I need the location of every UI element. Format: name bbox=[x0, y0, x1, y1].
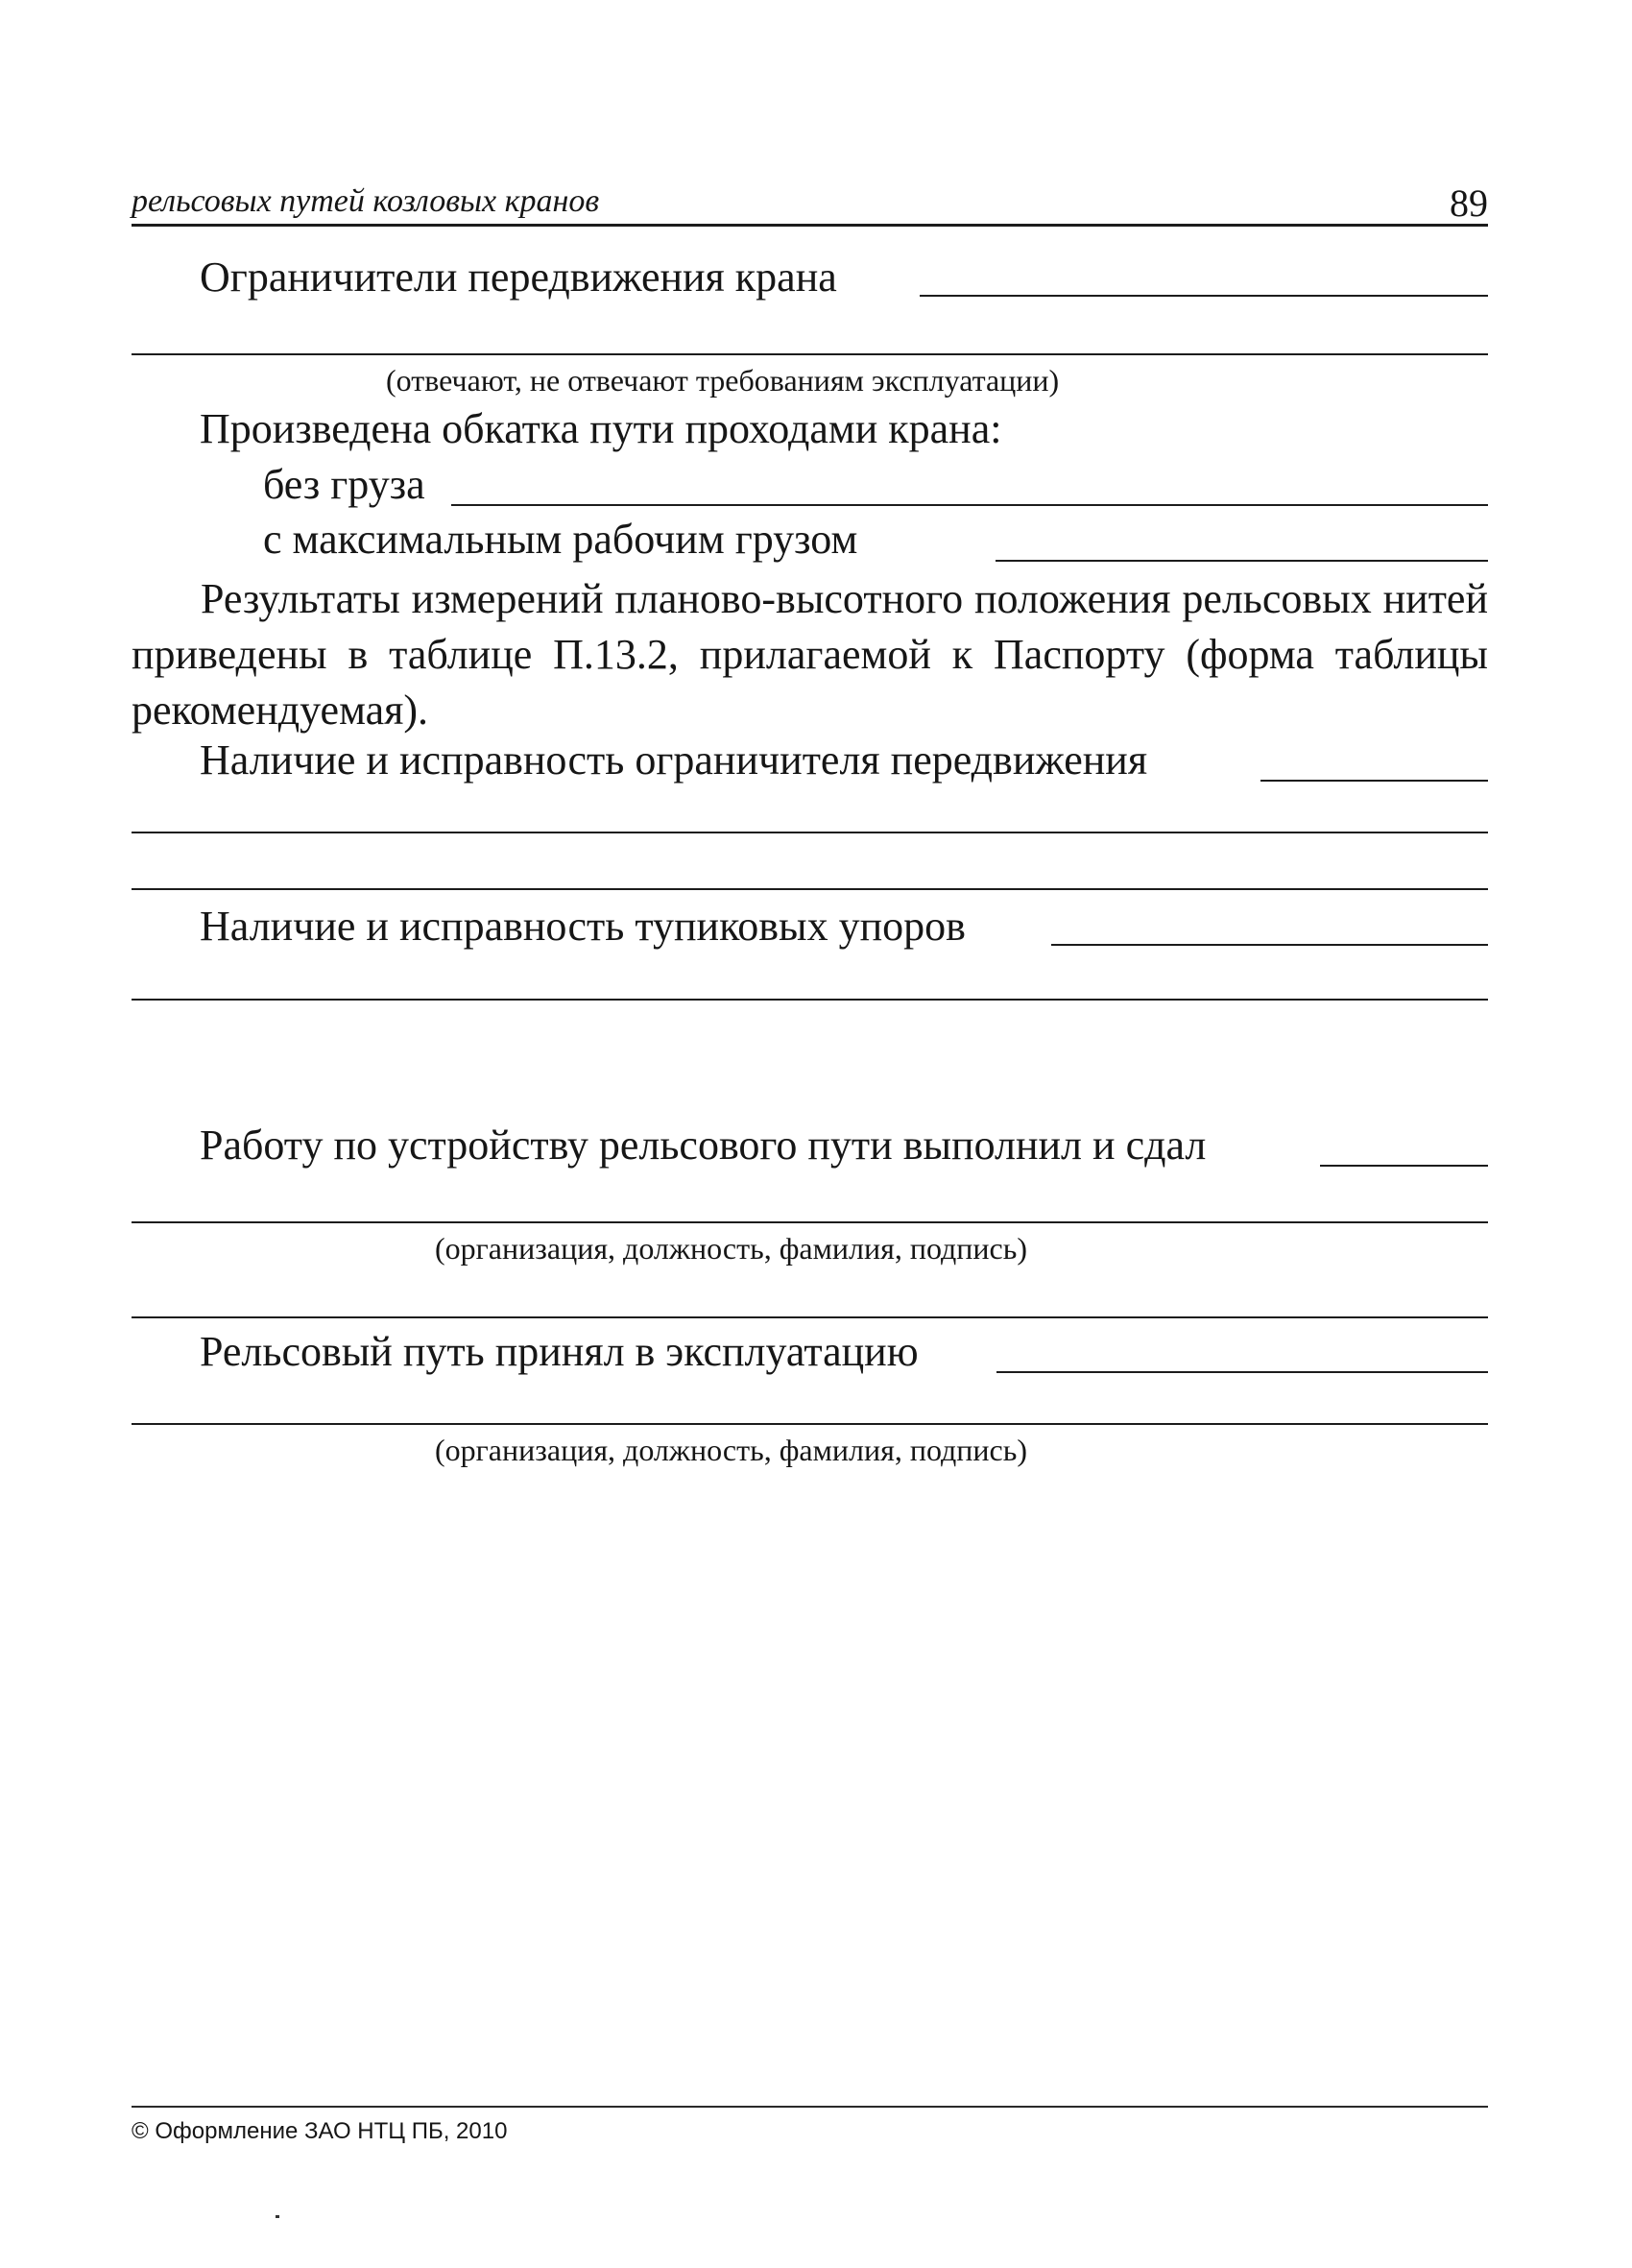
travel-limiters-caption: (отвечают, не отвечают требованиям эксплуатации) bbox=[386, 363, 1060, 398]
work-done-label: Работу по устройству рельсового пути выполнил и сдал bbox=[200, 1122, 1207, 1169]
accepted-label: Рельсовый путь принял в эксплуатацию bbox=[200, 1328, 919, 1375]
accepted-field[interactable] bbox=[996, 1371, 1488, 1373]
buffer-stops-field[interactable] bbox=[1051, 944, 1488, 946]
max-load-field[interactable] bbox=[996, 560, 1488, 562]
without-load-label: без груза bbox=[263, 461, 425, 508]
scan-speck bbox=[276, 2215, 279, 2218]
work-done-caption: (организация, должность, фамилия, подпись) bbox=[435, 1231, 1027, 1266]
work-done-field-line-3[interactable] bbox=[132, 1316, 1488, 1318]
work-done-field-line-2[interactable] bbox=[132, 1221, 1488, 1223]
header-rule bbox=[132, 224, 1488, 227]
measurements-paragraph bbox=[132, 571, 1488, 738]
accepted-caption: (организация, должность, фамилия, подпись) bbox=[435, 1433, 1027, 1467]
travel-limiters-label: Ограничители передвижения крана bbox=[200, 253, 837, 301]
work-done-field[interactable] bbox=[1320, 1165, 1488, 1167]
limiter-presence-label: Наличие и исправность ограничителя передвижения bbox=[200, 736, 1148, 784]
buffer-stops-field-line-2[interactable] bbox=[132, 999, 1488, 1001]
footer-rule bbox=[132, 2106, 1488, 2108]
travel-limiters-field-line-2[interactable] bbox=[132, 353, 1488, 355]
running-header-title: рельсовых путей козловых кранов bbox=[132, 183, 600, 219]
limiter-presence-field-line-3[interactable] bbox=[132, 888, 1488, 890]
accepted-field-line-2[interactable] bbox=[132, 1423, 1488, 1425]
buffer-stops-label: Наличие и исправность тупиковых упоров bbox=[200, 903, 966, 950]
footer-copyright: © Оформление ЗАО НТЦ ПБ, 2010 bbox=[132, 2118, 508, 2144]
max-load-label: с максимальным рабочим грузом bbox=[263, 516, 858, 563]
page-number: 89 bbox=[1450, 181, 1488, 225]
limiter-presence-field-line-2[interactable] bbox=[132, 832, 1488, 833]
run-in-label: Произведена обкатка пути проходами крана: bbox=[200, 405, 1002, 452]
measurements-text: Результаты измерений планово-высотного положения рельсовых нитей приведены в таблице П.13.2, прилагаемой к Паспорту (форма таблицы рекомендуемая). bbox=[132, 575, 1488, 734]
limiter-presence-field[interactable] bbox=[1260, 780, 1488, 782]
travel-limiters-field[interactable] bbox=[920, 295, 1488, 297]
without-load-field[interactable] bbox=[451, 504, 1488, 506]
